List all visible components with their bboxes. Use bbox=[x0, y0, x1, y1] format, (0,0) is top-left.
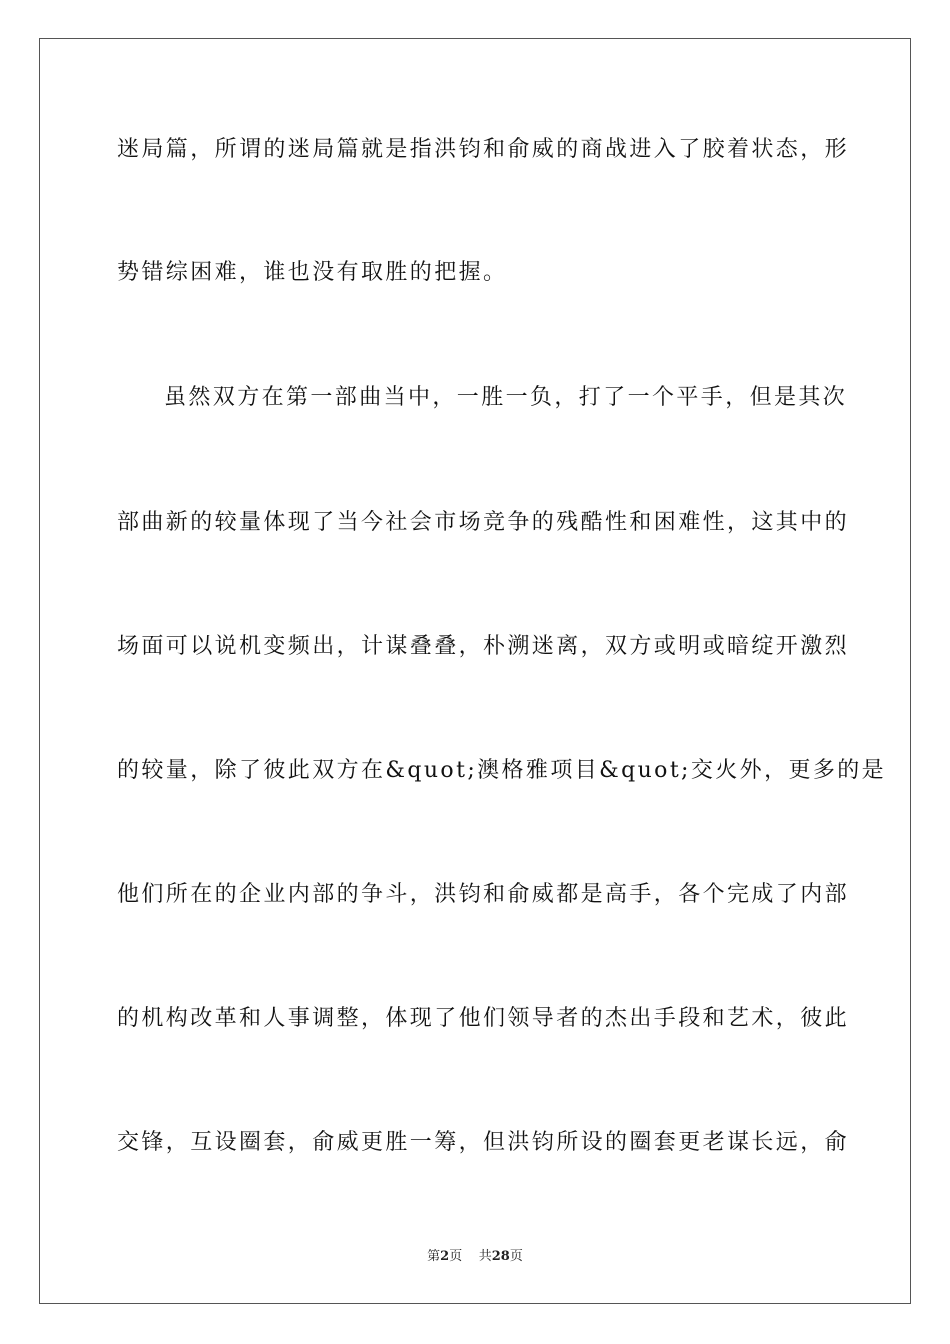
page-border bbox=[39, 38, 911, 1304]
footer-total-suffix: 页 bbox=[509, 1249, 523, 1264]
footer-total-number: 28 bbox=[491, 1249, 510, 1264]
body-line-6: 的较量，除了彼此双方在&quot;澳格雅项目&quot;交火外，更多的是 bbox=[117, 758, 887, 783]
body-line-4: 部曲新的较量体现了当今社会市场竞争的残酷性和困难性，这其中的 bbox=[117, 510, 850, 535]
body-line-9: 交锋，互设圈套，俞威更胜一筹，但洪钧所设的圈套更老谋长远，俞 bbox=[117, 1130, 850, 1155]
body-line-3: 虽然双方在第一部曲当中，一胜一负，打了一个平手，但是其次 bbox=[164, 385, 848, 410]
footer-page-prefix: 第 bbox=[427, 1249, 441, 1264]
body-line-2: 势错综困难，谁也没有取胜的把握。 bbox=[117, 260, 508, 285]
body-line-5: 场面可以说机变频出，计谋叠叠，朴溯迷离，双方或明或暗绽开激烈 bbox=[117, 634, 850, 659]
body-line-8: 的机构改革和人事调整，体现了他们领导者的杰出手段和艺术，彼此 bbox=[117, 1006, 850, 1031]
body-line-1: 迷局篇，所谓的迷局篇就是指洪钧和俞威的商战进入了胶着状态，形 bbox=[117, 137, 850, 162]
footer-page-number: 2 bbox=[440, 1249, 450, 1264]
page-footer bbox=[0, 1248, 950, 1266]
body-line-7: 他们所在的企业内部的争斗，洪钧和俞威都是高手，各个完成了内部 bbox=[117, 882, 850, 907]
footer-page-suffix: 页 bbox=[449, 1249, 463, 1264]
footer-total-prefix: 共 bbox=[478, 1249, 492, 1264]
